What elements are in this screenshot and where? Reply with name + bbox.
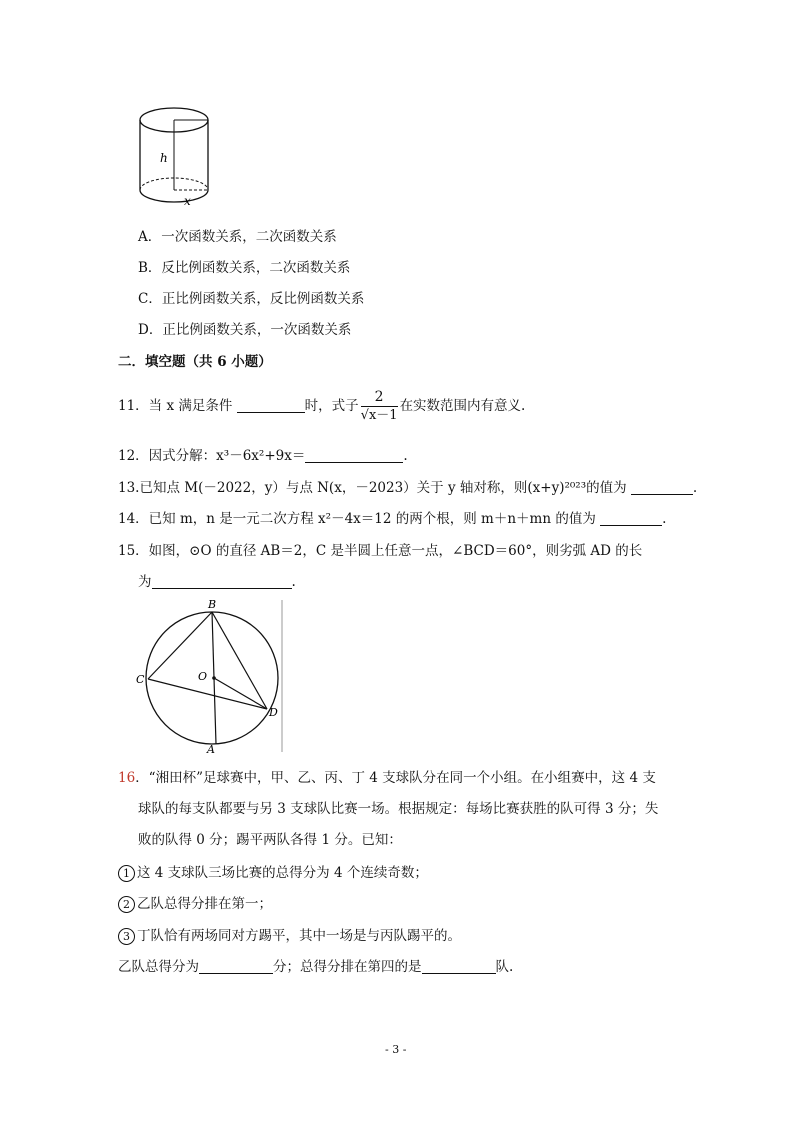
option-c: C．正比例函数关系，反比例函数关系	[138, 291, 365, 307]
label-b: B	[208, 598, 217, 611]
option-a: A．一次函数关系，二次函数关系	[138, 229, 337, 245]
circled-number-1: 1	[118, 865, 135, 882]
q16-blank-1	[199, 959, 273, 974]
radius-od	[214, 678, 267, 709]
question-16-line3: 败的队得 0 分；踢平两队各得 1 分。已知：	[138, 832, 402, 848]
question-16-line2: 球队的每支队都要与另 3 支球队比赛一场。根据规定：每场比赛获胜的队可得 3 分；失	[138, 801, 659, 817]
q12-text: 12．因式分解：x³－6x²+9x＝	[118, 448, 306, 464]
chord-bd	[212, 612, 267, 709]
q11-fraction	[361, 388, 398, 425]
question-15-line1: 15．如图，⊙O 的直径 AB＝2，C 是半圆上任意一点，∠BCD＝60°，则劣弧 AD 的长	[118, 543, 643, 559]
circle-figure	[130, 596, 295, 758]
q16-answer-line	[118, 957, 513, 977]
label-o: O	[198, 670, 208, 683]
cylinder-label-h: h	[160, 151, 168, 165]
chord-bc	[148, 612, 212, 679]
label-c: C	[136, 673, 145, 686]
question-12	[118, 446, 408, 466]
q11-post: 在实数范围内有意义.	[399, 398, 526, 414]
q16-condition-1	[118, 863, 428, 883]
q13-end: .	[692, 480, 698, 496]
q12-blank	[305, 448, 403, 463]
q16-condition-1-text: 这 4 支球队三场比赛的总得分为 4 个连续奇数；	[137, 865, 428, 881]
question-11	[118, 388, 525, 425]
q14-end: .	[662, 511, 667, 527]
q15-end: .	[291, 574, 296, 590]
q16-condition-2	[118, 894, 272, 914]
option-d: D．正比例函数关系，一次函数关系	[138, 322, 352, 338]
q11-mid: 时，式子	[304, 398, 359, 414]
cylinder-label-x: x	[184, 194, 191, 208]
page-number: - 3 -	[385, 1043, 407, 1056]
q16-condition-2-text: 乙队总得分排在第一；	[137, 896, 272, 912]
q16-line1-text: ．“湘田杯”足球赛中，甲、乙、丙、丁 4 支球队分在同一个小组。在小组赛中，这 4 支	[135, 770, 656, 786]
q14-text: 14．已知 m，n 是一元二次方程 x²－4x＝12 的两个根，则 m＋n＋mn 的值为	[118, 511, 596, 527]
q13-blank	[631, 480, 693, 495]
label-a: A	[207, 743, 215, 756]
cylinder-figure	[130, 98, 220, 218]
q16-blank-2	[422, 959, 496, 974]
circled-number-2: 2	[118, 896, 135, 913]
q16-last-mid: 分；总得分排在第四的是	[273, 959, 422, 975]
question-13	[118, 478, 697, 498]
center-point	[212, 676, 216, 680]
q16-condition-3-text: 丁队恰有两场同对方踢平，其中一场是与丙队踢平的。	[137, 928, 461, 944]
chord-cd	[148, 679, 267, 709]
question-14	[118, 509, 666, 529]
question-16-line1	[118, 768, 656, 788]
q15-line2-pre: 为	[138, 574, 152, 590]
option-b: B．反比例函数关系，二次函数关系	[138, 260, 351, 276]
q12-end: .	[403, 448, 408, 464]
q16-number: 16	[118, 770, 136, 786]
circled-number-3: 3	[118, 928, 135, 945]
q16-condition-3	[118, 926, 461, 946]
q15-blank	[152, 574, 292, 589]
q11-numerator: 2	[361, 388, 398, 407]
label-d: D	[269, 706, 278, 719]
q14-blank	[600, 511, 662, 526]
q13-text: 13.已知点 M(－2022，y）与点 N(x，－2023）关于 y 轴对称，则(x+y)²⁰²³的值为	[118, 480, 627, 496]
q16-last-post: 队.	[495, 959, 514, 975]
question-15-line2	[138, 572, 296, 592]
q16-last-pre: 乙队总得分为	[118, 959, 199, 975]
q11-denominator: √x－1	[360, 408, 398, 423]
section-title: 二．填空题（共 6 小题）	[118, 354, 272, 370]
q11-blank	[237, 398, 305, 413]
cylinder-bottom-front	[140, 190, 208, 202]
q11-pre: 11．当 x 满足条件	[118, 398, 237, 414]
